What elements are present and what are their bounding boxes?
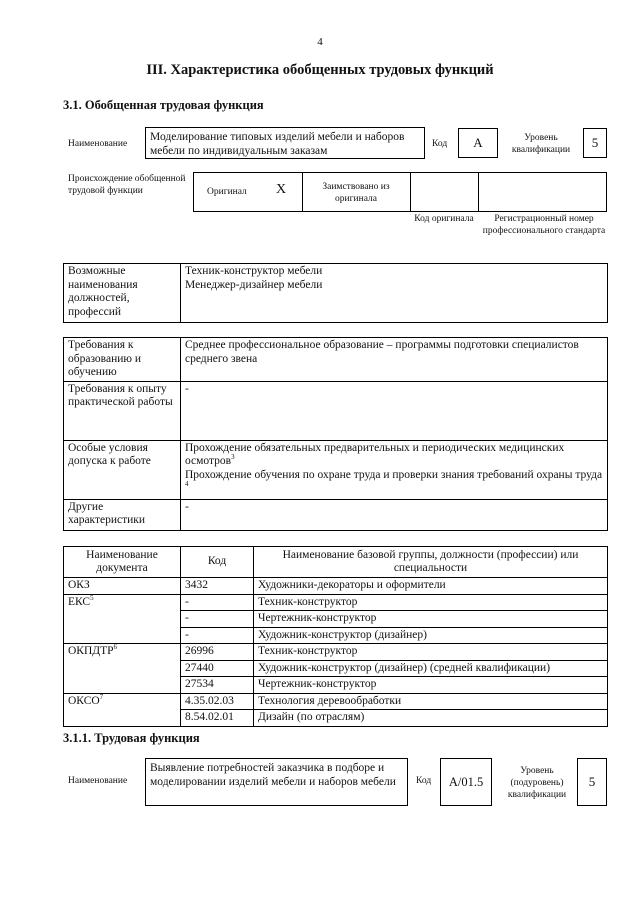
tf-code-label: Код <box>416 776 432 786</box>
table-header-row <box>64 547 608 578</box>
cell-name: Дизайн (по отраслям) <box>254 710 608 727</box>
gtf-heading: 3.1. Обобщенная трудовая функция <box>63 98 264 112</box>
cell-name: Техник-конструктор <box>254 594 608 611</box>
req-label: Требования к опыту практической работы <box>64 381 181 440</box>
cell-code: 27440 <box>181 660 254 677</box>
table-row <box>64 578 608 595</box>
req-value-a: Прохождение обязательных предварительных и периодических медицинских осмотров <box>185 441 565 467</box>
req-value: - <box>181 499 608 530</box>
position-item: Менеджер-дизайнер мебели <box>185 278 323 291</box>
tf-level-value: 5 <box>577 758 607 806</box>
cell-name: Чертежник-конструктор <box>254 611 608 628</box>
cell-name: Художники-декораторы и оформители <box>254 578 608 595</box>
origin-divider-1 <box>302 172 303 212</box>
positions-table <box>63 263 608 323</box>
cell-code: - <box>181 611 254 628</box>
cell-doc: ОКСО$^7$ <box>64 693 181 726</box>
gtf-name-value: Моделирование типовых изделий мебели и наборов мебели по индивидуальным заказам <box>145 127 425 159</box>
gtf-reg-number-caption: Регистрационный номер профессионального стандарта <box>482 214 606 236</box>
gtf-original-label: Оригинал <box>207 187 247 197</box>
tf-code-value: А/01.5 <box>440 758 492 806</box>
cell-code: 27534 <box>181 677 254 694</box>
origin-divider-3 <box>478 172 479 212</box>
section-title: III. Характеристика обобщенных трудовых функций <box>146 62 494 78</box>
tf-name-value: Выявление потребностей заказчика в подборе и моделировании изделий мебели и наборов мебели <box>145 758 408 806</box>
footnote-ref: 4 <box>185 480 189 489</box>
cell-doc: ЕКС$^5$ <box>64 594 181 644</box>
cell-doc: ОКПДТР$^6$ <box>64 644 181 694</box>
cell-code: - <box>181 594 254 611</box>
position-item: Техник-конструктор мебели <box>185 265 323 277</box>
gtf-code-value: А <box>458 128 498 158</box>
origin-divider-2 <box>410 172 411 212</box>
tf-name-label: Наименование <box>68 776 128 786</box>
req-value: Среднее профессиональное образование – программы подготовки специалистов среднего звена <box>181 338 608 382</box>
gtf-code-original-caption: Код оригинала <box>414 214 474 224</box>
cell-code: - <box>181 627 254 644</box>
col-header-code: Код <box>181 547 254 578</box>
table-row <box>64 381 608 440</box>
req-value-b: Прохождение обучения по охране труда и проверки знания требований охраны труда <box>185 468 603 481</box>
cell-code: 26996 <box>181 644 254 661</box>
cell-code: 4.35.02.03 <box>181 693 254 710</box>
req-label: Особые условия допуска к работе <box>64 440 181 499</box>
cell-name: Художник-конструктор (дизайнер) <box>254 627 608 644</box>
col-header-name: Наименование базовой группы, должности (профессии) или специальности <box>254 547 608 578</box>
gtf-origin-label: Происхождение обобщенной трудовой функции <box>68 174 186 196</box>
cell-name: Художник-конструктор (дизайнер) (средней квалификации) <box>254 660 608 677</box>
gtf-level-value: 5 <box>583 128 607 158</box>
req-label: Другие характеристики <box>64 499 181 530</box>
col-header-document: Наименование документа <box>64 547 181 578</box>
positions-value <box>181 264 608 323</box>
gtf-name-label: Наименование <box>68 139 128 149</box>
gtf-original-mark: X <box>276 182 287 197</box>
gtf-borrowed-label: Заимствовано из оригинала <box>322 182 390 204</box>
table-row <box>64 440 608 499</box>
cell-code: 8.54.02.01 <box>181 710 254 727</box>
req-value <box>181 440 608 499</box>
table-row <box>64 338 608 382</box>
table-row <box>64 644 608 661</box>
positions-label: Возможные наименования должностей, профессий <box>64 264 181 323</box>
cell-name: Технология деревообработки <box>254 693 608 710</box>
req-value: - <box>181 381 608 440</box>
page-number: 4 <box>317 36 323 48</box>
table-row <box>64 499 608 530</box>
req-label: Требования к образованию и обучению <box>64 338 181 382</box>
gtf-level-label: Уровень квалификации <box>511 133 571 155</box>
tf-level-label: Уровень (подуровень) квалификации <box>507 766 567 800</box>
cell-name: Техник-конструктор <box>254 644 608 661</box>
footnote-ref: 3 <box>231 453 235 462</box>
table-row <box>64 594 608 611</box>
cell-code: 3432 <box>181 578 254 595</box>
table-row <box>64 693 608 710</box>
classifiers-table <box>63 546 608 727</box>
tf-heading: 3.1.1. Трудовая функция <box>63 731 200 745</box>
cell-doc: ОКЗ <box>64 578 181 595</box>
requirements-table <box>63 337 608 531</box>
gtf-code-label: Код <box>432 139 448 149</box>
cell-name: Чертежник-конструктор <box>254 677 608 694</box>
